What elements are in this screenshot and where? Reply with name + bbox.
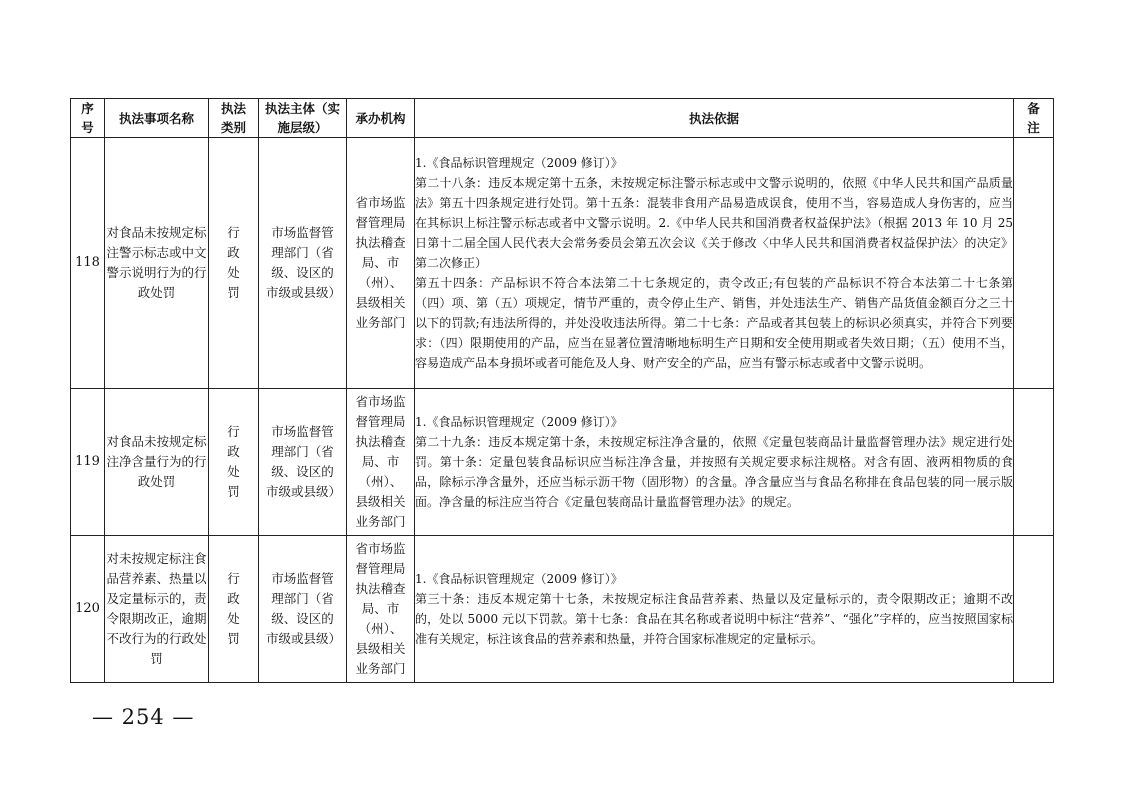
row-subject: 市场监督管理部门（省级、设区的市级或县级） [259, 389, 347, 536]
basis-paragraph: 1.《食品标识管理规定（2009 修订）》 [415, 415, 623, 429]
row-item-name: 对食品未按规定标注净含量行为的行政处罚 [105, 389, 209, 536]
basis-paragraph: 第二十九条：违反本规定第十条，未按规定标注净含量的，依照《定量包装商品计量监督管理办法》规定进行处罚。第十条：定量包装食品标识应当标注净含量，并按照有关规定要求标注规格。对含有固、液两相物质的食品，除标示净含量外，还应当标示沥干物（固形物）的含量。净含量应当与食品名称排在食品包装的同一展示版面。净含量的标注应当符合《定量包装商品计量监督管理办法》的规定。 [415, 435, 1013, 509]
row-remarks [1014, 138, 1054, 389]
basis-paragraph: 1.《食品标识管理规定（2009 修订）》 [415, 572, 623, 586]
row-seq: 118 [71, 138, 105, 389]
enforcement-table [70, 98, 1054, 683]
row-category: 行政处罚 [209, 138, 259, 389]
basis-paragraph: 第五十四条：产品标识不符合本法第二十七条规定的，责令改正;有包装的产品标识不符合本法第二十七条第（四）项、第（五）项规定，情节严重的，责令停止生产、销售，并处违法生产、销售产品货值金额百分之三十以下的罚款;有违法所得的，并处没收违法所得。第二十七条：产品或者其包装上的标识必须真实，并符合下列要求：（四）限期使用的产品，应当在显著位置清晰地标明生产日期和安全使用期或者失效日期；（五）使用不当，容易造成产品本身损坏或者可能危及人身、财产安全的产品，应当有警示标志或者中文警示说明。 [415, 276, 1013, 370]
table-row [71, 536, 1054, 683]
basis-paragraph: 第三十条：违反本规定第十七条，未按规定标注食品营养素、热量以及定量标示的，责令限期改正；逾期不改的，处以 5000 元以下罚款。第十七条：食品在其名称或者说明中标注“营养”、“强化”字样的，应当按照国家标准有关规定，标注该食品的营养素和热量，并符合国家标准规定的定量标示。 [415, 592, 1013, 646]
table-row [71, 138, 1054, 389]
header-item-name: 执法事项名称 [105, 99, 209, 138]
row-agency: 省市场监督管理局执法稽查局、市（州）、县级相关业务部门 [347, 389, 415, 536]
table-row [71, 389, 1054, 536]
row-seq: 120 [71, 536, 105, 683]
header-remarks: 备注 [1014, 99, 1054, 138]
row-item-name: 对未按规定标注食品营养素、热量以及定量标示的，责令限期改正，逾期不改行为的行政处罚 [105, 536, 209, 683]
header-agency: 承办机构 [347, 99, 415, 138]
page-number: — 254 — [92, 705, 195, 729]
row-remarks [1014, 389, 1054, 536]
header-subject: 执法主体（实施层级） [259, 99, 347, 138]
row-subject: 市场监督管理部门（省级、设区的市级或县级） [259, 536, 347, 683]
row-remarks [1014, 536, 1054, 683]
row-subject: 市场监督管理部门（省级、设区的市级或县级） [259, 138, 347, 389]
header-category: 执法类别 [209, 99, 259, 138]
basis-paragraph: 第二十八条：违反本规定第十五条，未按规定标注警示标志或中文警示说明的，依照《中华人民共和国产品质量法》第五十四条规定进行处罚。第十五条：混装非食用产品易造成误食，使用不当，容易造成人身伤害的，应当在其标识上标注警示标志或者中文警示说明。2.《中华人民共和国消费者权益保护法》（根据 2013 年 10 月 25 日第十二届全国人民代表大会常务委员会第五次会议《关于修改〈中华人民共和国消费者权益保护法〉的决定》第二次修正） [415, 176, 1013, 270]
header-seq: 序号 [71, 99, 105, 138]
row-basis [415, 389, 1014, 536]
row-basis [415, 536, 1014, 683]
row-seq: 119 [71, 389, 105, 536]
header-basis: 执法依据 [415, 99, 1014, 138]
row-item-name: 对食品未按规定标注警示标志或中文警示说明行为的行政处罚 [105, 138, 209, 389]
row-agency: 省市场监督管理局执法稽查局、市（州）、县级相关业务部门 [347, 536, 415, 683]
row-basis [415, 138, 1014, 389]
row-category: 行政处罚 [209, 536, 259, 683]
header-row [71, 99, 1054, 138]
row-agency: 省市场监督管理局执法稽查局、市（州）、县级相关业务部门 [347, 138, 415, 389]
row-category: 行政处罚 [209, 389, 259, 536]
basis-paragraph: 1.《食品标识管理规定（2009 修订）》 [415, 156, 623, 170]
